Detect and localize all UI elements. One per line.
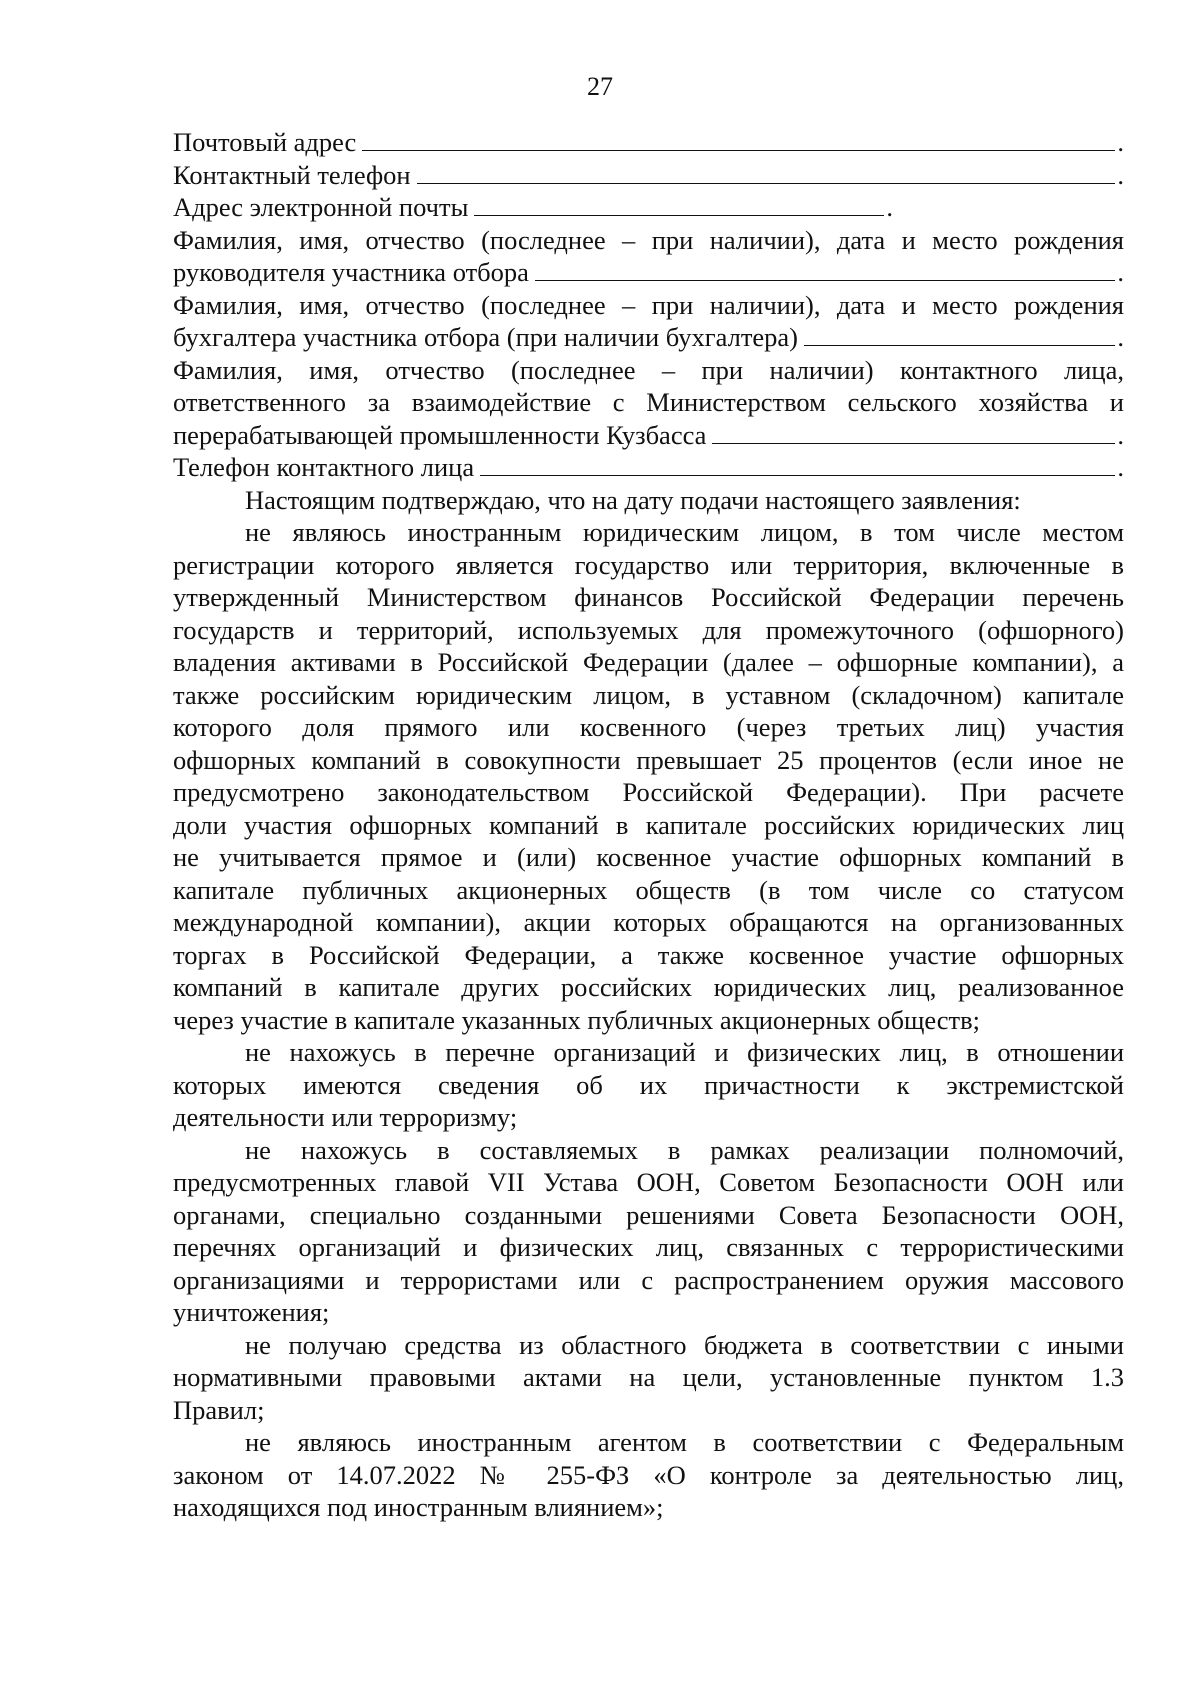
- paragraph-line: государств и территорий, используемых для промежуточного (офшорного): [173, 614, 1124, 645]
- paragraph-line: доли участия офшорных компаний в капитале российских юридических лиц: [173, 809, 1124, 840]
- paragraph-line: которого доля прямого или косвенного (через третьих лиц) участия: [173, 712, 1124, 742]
- contact-person-label-line-1: Фамилия, имя, отчество (последнее – при наличии) контактного лица,: [173, 354, 1124, 385]
- contact-person-phone-label: Телефон контактного лица: [173, 452, 475, 482]
- accountant-blank[interactable]: [804, 345, 1115, 346]
- confirmation-intro: Настоящим подтверждаю, что на дату подачи настоящего заявления:: [245, 484, 1021, 515]
- field-dot: .: [1117, 452, 1124, 482]
- paragraph-line: предусмотрено законодательством Российской Федерации). При расчете: [173, 777, 1124, 807]
- field-dot: .: [1117, 419, 1124, 450]
- field-dot: .: [1117, 257, 1124, 287]
- paragraph-line: компаний в капитале других российских юридических лиц, реализованное: [173, 972, 1124, 1002]
- paragraph-line: международной компании), акции которых обращаются на организованных: [173, 907, 1124, 937]
- paragraph-line: предусмотренных главой VII Устава ООН, Советом Безопасности ООН или: [173, 1167, 1124, 1197]
- email-field: [173, 191, 1124, 224]
- contact-person-field: [173, 419, 1124, 452]
- paragraph-line: законом от 14.07.2022 № 255-ФЗ «О контроле за деятельностью лиц,: [173, 1459, 1124, 1490]
- field-dot: .: [1117, 127, 1124, 157]
- document-body: [173, 126, 1124, 1524]
- contact-person-blank[interactable]: [712, 443, 1115, 444]
- paragraph-line: не являюсь иностранным юридическим лицом, в том числе местом: [245, 517, 1124, 547]
- paragraph-line: органами, специально созданными решениями Совета Безопасности ООН,: [173, 1199, 1124, 1230]
- paragraph-line: не получаю средства из областного бюджета в соответствии с иными: [245, 1329, 1124, 1360]
- email-label: Адрес электронной почты: [173, 192, 469, 222]
- accountant-label-line-1: Фамилия, имя, отчество (последнее – при наличии), дата и место рождения: [173, 289, 1124, 320]
- paragraph-line: деятельности или терроризму;: [173, 1102, 518, 1132]
- paragraph-line: не учитывается прямое и (или) косвенное участие офшорных компаний в: [173, 842, 1124, 872]
- head-label-line-2: руководителя участника отбора: [173, 257, 529, 287]
- paragraph-line: перечнях организаций и физических лиц, связанных с террористическими: [173, 1232, 1124, 1262]
- paragraph-offshore: [173, 516, 1124, 1036]
- paragraph-line: через участие в капитале указанных публичных акционерных обществ;: [173, 1004, 981, 1035]
- paragraph-line: организациями и террористами или с распространением оружия массового: [173, 1264, 1124, 1295]
- paragraph-un-sanctions: [173, 1134, 1124, 1329]
- postal-address-field: [173, 126, 1124, 159]
- paragraph-line: торгах в Российской Федерации, а также косвенное участие офшорных: [173, 939, 1124, 970]
- head-field: [173, 256, 1124, 289]
- paragraph-line: офшорных компаний в совокупности превышает 25 процентов (если иное не: [173, 744, 1124, 775]
- accountant-label-line-2: бухгалтера участника отбора (при наличии бухгалтера): [173, 322, 799, 352]
- field-dot: .: [1117, 159, 1124, 190]
- paragraph-line: утвержденный Министерством финансов Российской Федерации перечень: [173, 582, 1124, 612]
- contact-person-label-line-3: перерабатывающей промышленности Кузбасса: [173, 419, 707, 450]
- paragraph-line: Правил;: [173, 1394, 265, 1425]
- postal-address-blank[interactable]: [362, 150, 1115, 151]
- paragraph-line: не нахожусь в перечне организаций и физических лиц, в отношении: [245, 1037, 1124, 1067]
- contact-person-label-line-2: ответственного за взаимодействие с Министерством сельского хозяйства и: [173, 387, 1124, 417]
- paragraph-line: не нахожусь в составляемых в рамках реализации полномочий,: [245, 1134, 1124, 1165]
- contact-person-phone-field: [173, 451, 1124, 484]
- head-blank[interactable]: [535, 280, 1115, 281]
- paragraph-line: не являюсь иностранным агентом в соответствии с Федеральным: [245, 1427, 1124, 1457]
- contact-phone-label: Контактный телефон: [173, 159, 411, 190]
- head-label-line-1: Фамилия, имя, отчество (последнее – при наличии), дата и место рождения: [173, 224, 1124, 255]
- paragraph-line: уничтожения;: [173, 1297, 330, 1327]
- paragraph-budget-funds: [173, 1329, 1124, 1427]
- paragraph-line: капитале публичных акционерных обществ (в том числе со статусом: [173, 874, 1124, 905]
- field-dot: .: [886, 192, 893, 222]
- contact-person-phone-blank[interactable]: [480, 475, 1115, 476]
- postal-address-label: Почтовый адрес: [173, 127, 357, 157]
- contact-phone-field: [173, 159, 1124, 192]
- paragraph-line: находящихся под иностранным влиянием»;: [173, 1492, 664, 1522]
- paragraph-line: также российским юридическим лицом, в уставном (складочном) капитале: [173, 679, 1124, 710]
- field-dot: .: [1117, 322, 1124, 352]
- paragraph-line: владения активами в Российской Федерации (далее – офшорные компании), а: [173, 647, 1124, 677]
- email-blank[interactable]: [474, 215, 884, 216]
- paragraph-line: нормативными правовыми актами на цели, установленные пунктом 1.3: [173, 1362, 1124, 1392]
- paragraph-foreign-agent: [173, 1426, 1124, 1524]
- paragraph-line: которых имеются сведения об их причастности к экстремистской: [173, 1069, 1124, 1100]
- accountant-field: [173, 321, 1124, 354]
- page-number: 27: [587, 72, 613, 101]
- paragraph-extremism: [173, 1036, 1124, 1134]
- contact-phone-blank[interactable]: [417, 183, 1116, 184]
- paragraph-line: регистрации которого является государство или территория, включенные в: [173, 549, 1124, 580]
